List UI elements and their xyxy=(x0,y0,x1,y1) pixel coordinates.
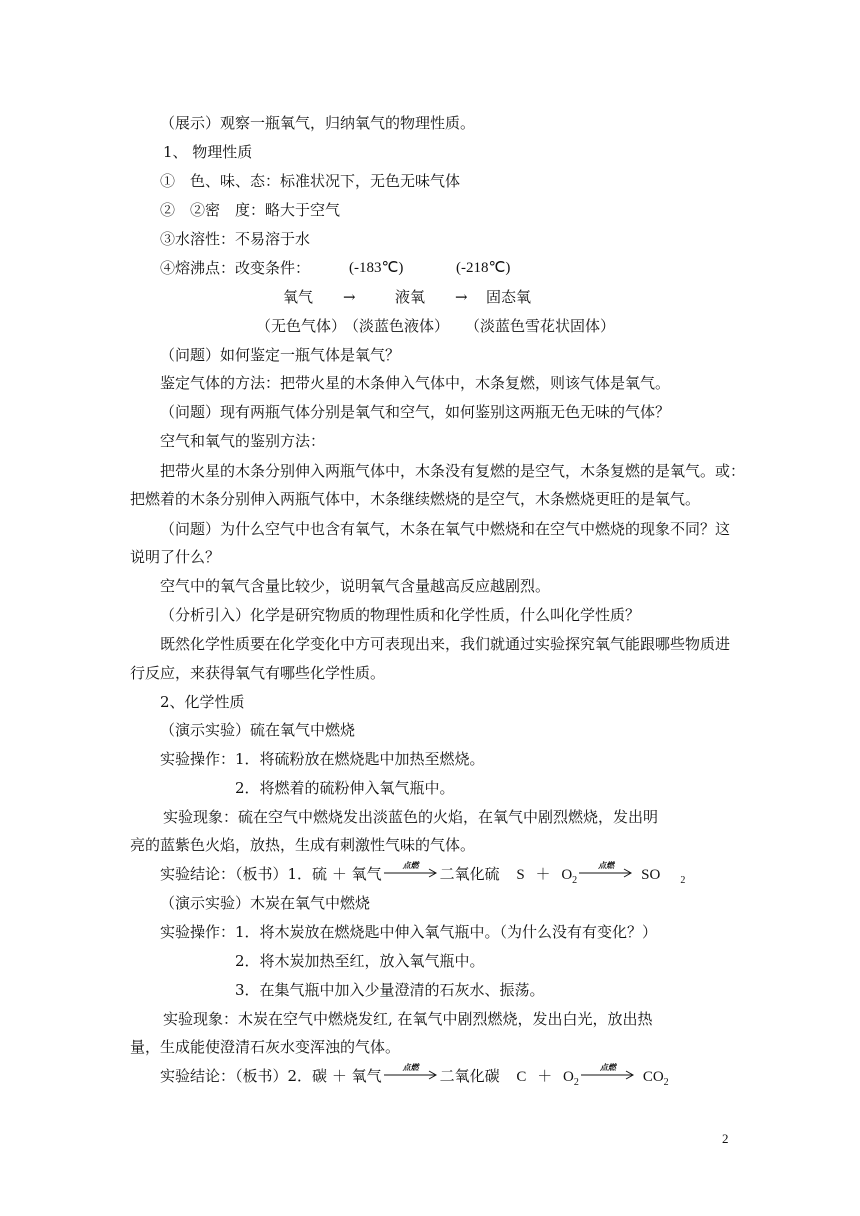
symbol-so2 xyxy=(641,867,686,886)
reaction-condition: 点燃 xyxy=(402,1062,419,1072)
text-line: 2．将燃着的硫粉伸入氧气瓶中。 xyxy=(235,779,455,797)
state-solid-oxygen: 固态氧 xyxy=(486,288,532,306)
text-line: 3．在集气瓶中加入少量澄清的石灰水、振荡。 xyxy=(235,981,545,999)
text-line: 实验现象：硫在空气中燃烧发出淡蓝色的火焰，在氧气中剧烈燃烧，发出明 xyxy=(163,808,659,826)
text-line: 行反应，来获得氧气有哪些化学性质。 xyxy=(130,664,386,682)
equation-prefix: 实验结论：（板书）1．硫 ＋ 氧气 xyxy=(160,865,382,883)
text-line: ③水溶性：不易溶于水 xyxy=(160,230,311,248)
text-line: 实验操作：1．将木炭放在燃烧匙中伸入氧气瓶中。（为什么没有有变化？） xyxy=(160,923,658,941)
text-line: 把带火星的木条分别伸入两瓶气体中，木条没有复燃的是空气，木条复燃的是氧气。或： xyxy=(160,462,746,480)
subscript: 2 xyxy=(680,875,686,886)
text-line: （演示实验）木炭在氧气中燃烧 xyxy=(160,894,371,912)
plus-sign: ＋ xyxy=(537,1067,553,1085)
text-line: 2．将木炭加热至红，放入氧气瓶中。 xyxy=(235,952,485,970)
state-liquid-oxygen: 液氧 xyxy=(395,288,426,306)
page-number: 2 xyxy=(722,1131,729,1146)
text-line: （问题）现有两瓶气体分别是氧气和空气，如何鉴别这两瓶无色无味的气体？ xyxy=(160,403,671,421)
equation-sulfur xyxy=(160,860,686,891)
section-heading: 1、 物理性质 xyxy=(163,143,253,161)
arrow-icon: → xyxy=(343,288,356,306)
text-line: 说明了什么？ xyxy=(130,548,221,566)
text-line: （分析引入）化学是研究物质的物理性质和化学性质，什么叫化学性质？ xyxy=(160,606,641,624)
reaction-arrow xyxy=(383,860,439,884)
state-description: （无色气体） xyxy=(256,317,347,335)
subscript: 2 xyxy=(572,875,578,886)
text-line: ④熔沸点：改变条件： xyxy=(160,259,311,277)
temperature-label: (-218℃) xyxy=(456,260,511,276)
text-line: ② ②密 度：略大于空气 xyxy=(160,201,341,219)
subscript: 2 xyxy=(663,1077,669,1088)
symbol-co2 xyxy=(642,1069,669,1088)
text-line: 亮的蓝紫色火焰，放热，生成有刺激性气味的气体。 xyxy=(130,836,476,854)
reaction-arrow xyxy=(383,1062,439,1086)
text-line: （展示）观察一瓶氧气，归纳氧气的物理性质。 xyxy=(160,114,476,132)
symbol-o: O xyxy=(561,867,573,883)
text-line: 量，生成能使澄清石灰水变浑浊的气体。 xyxy=(130,1038,401,1056)
symbol-s: S xyxy=(516,867,525,883)
state-description: （淡蓝色雪花状固体） xyxy=(465,317,616,335)
text-line: 空气和氧气的鉴别方法： xyxy=(160,432,326,450)
symbol-so: SO xyxy=(641,867,661,883)
text-line: 鉴定气体的方法：把带火星的木条伸入气体中，木条复燃，则该气体是氧气。 xyxy=(160,374,671,392)
text-line: 实验操作：1．将硫粉放在燃烧匙中加热至燃烧。 xyxy=(160,750,485,768)
reaction-condition: 点燃 xyxy=(599,1062,616,1072)
equation-carbon xyxy=(160,1062,669,1093)
text-line: 空气中的氧气含量比较少，说明氧气含量越高反应越剧烈。 xyxy=(160,577,551,595)
text-line: （问题）为什么空气中也含有氧气，木条在氧气中燃烧和在空气中燃烧的现象不同？这 xyxy=(160,520,731,538)
text-line: （问题）如何鉴定一瓶气体是氧气？ xyxy=(160,346,401,364)
state-description: （淡蓝色液体） xyxy=(344,317,450,335)
temperature-label: (-183℃) xyxy=(349,260,404,276)
reaction-condition: 点燃 xyxy=(598,860,615,870)
reaction-arrow xyxy=(578,860,634,884)
subscript: 2 xyxy=(573,1077,579,1088)
text-line: 既然化学性质要在化学变化中方可表现出来，我们就通过实验探究氧气能跟哪些物质进 xyxy=(160,635,731,653)
symbol-co: CO xyxy=(642,1069,664,1085)
symbol-c: C xyxy=(516,1069,527,1085)
state-oxygen: 氧气 xyxy=(283,288,314,306)
text-line: 实验现象：木炭在空气中燃烧发红, 在氧气中剧烈燃烧，发出白光，放出热 xyxy=(163,1010,653,1028)
symbol-o2 xyxy=(562,1069,579,1088)
reaction-condition: 点燃 xyxy=(402,860,419,870)
text-line: ① 色、味、态：标准状况下，无色无味气体 xyxy=(160,172,461,190)
product-name: 二氧化碳 xyxy=(439,1067,500,1085)
text-line: 把燃着的木条分别伸入两瓶气体中，木条继续燃烧的是空气，木条燃烧更旺的是氧气。 xyxy=(130,490,701,508)
symbol-o2 xyxy=(561,867,578,886)
text-line: （演示实验）硫在氧气中燃烧 xyxy=(160,721,356,739)
reaction-arrow xyxy=(580,1062,636,1086)
equation-prefix: 实验结论：（板书）2．碳 ＋ 氧气 xyxy=(160,1067,382,1085)
arrow-icon: → xyxy=(455,288,468,306)
plus-sign: ＋ xyxy=(535,865,551,883)
symbol-o: O xyxy=(562,1069,574,1085)
product-name: 二氧化硫 xyxy=(439,865,500,883)
section-heading: 2、化学性质 xyxy=(160,693,245,711)
